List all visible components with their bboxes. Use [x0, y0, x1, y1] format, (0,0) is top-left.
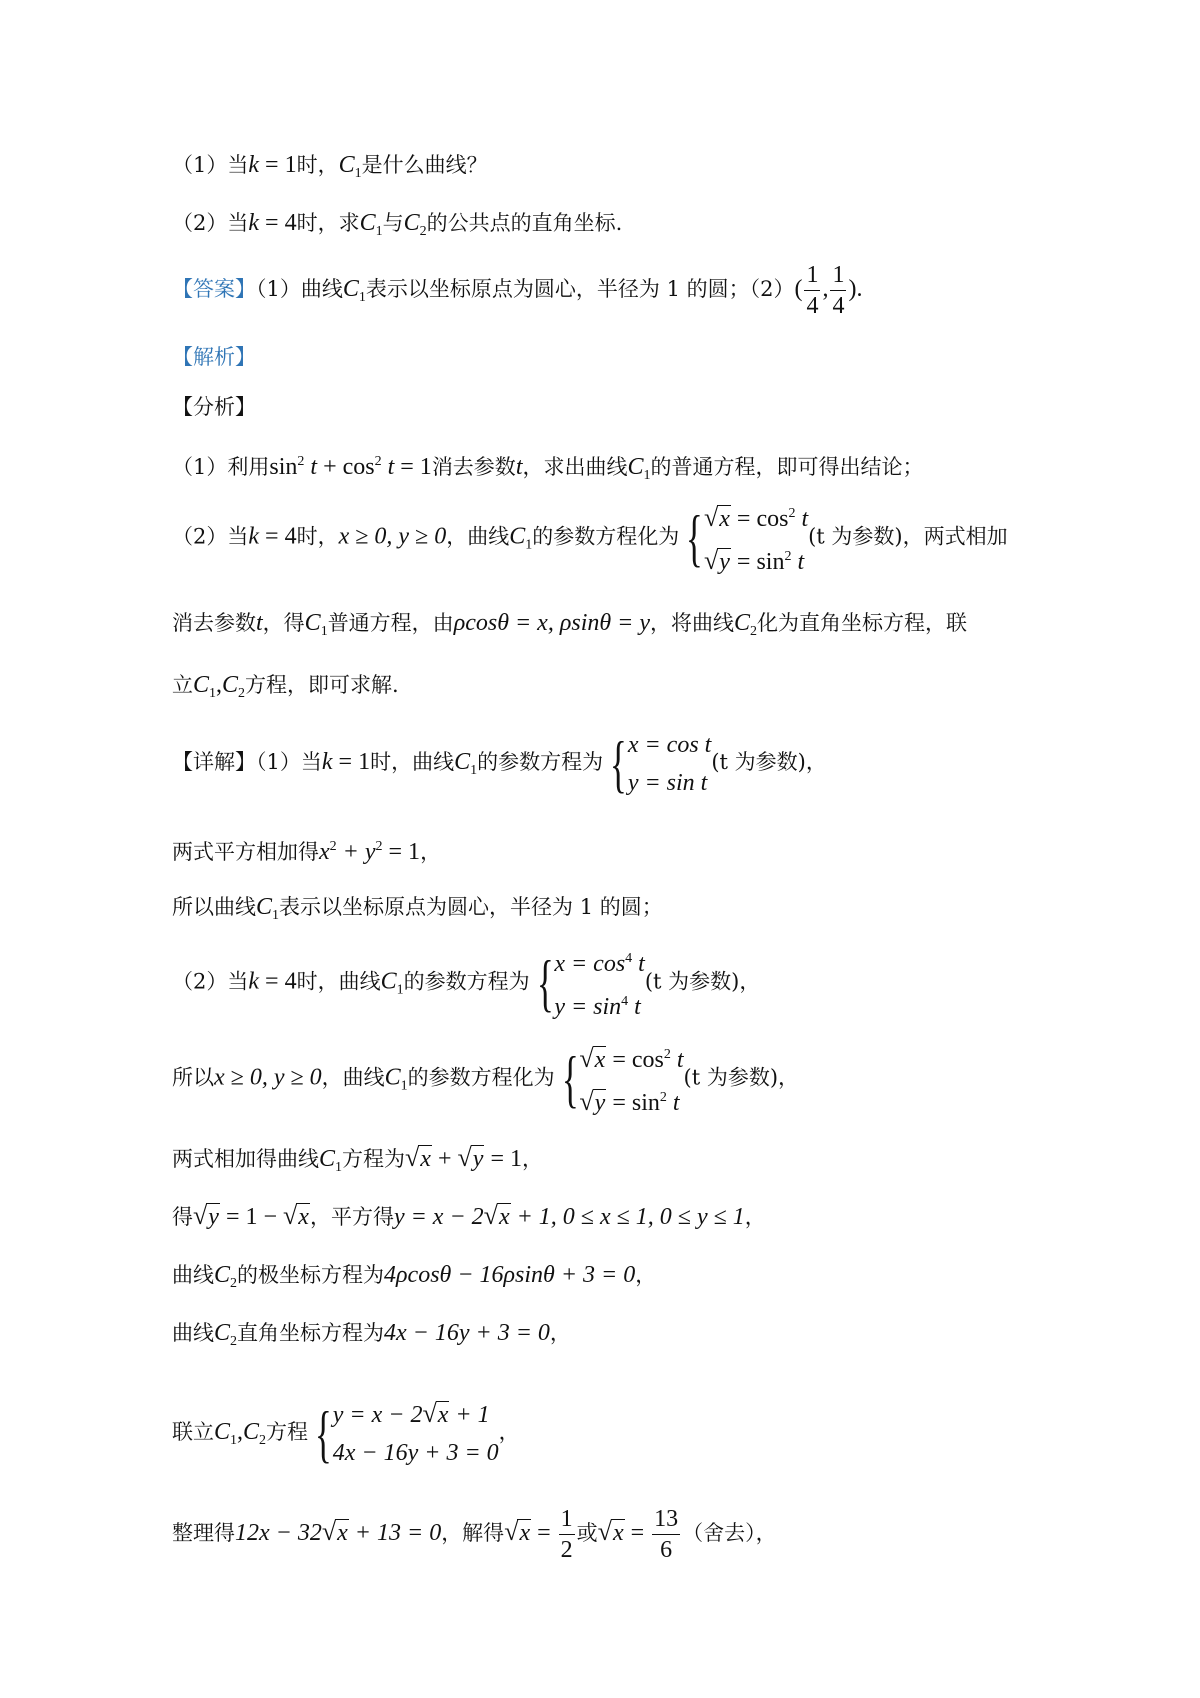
sqrt: x	[594, 1047, 606, 1073]
math: t	[791, 549, 805, 575]
math: = 1	[259, 152, 297, 178]
text: 时，求	[296, 211, 360, 235]
text: ，	[549, 1321, 571, 1345]
paren: (	[794, 276, 803, 302]
text: 两式平方相加得	[172, 840, 319, 864]
math: 12x − 32	[235, 1520, 322, 1546]
math: = 1	[394, 454, 432, 480]
text: 立	[172, 673, 193, 697]
math: ρcosθ = x, ρsinθ = y	[453, 610, 650, 636]
text: 与	[382, 211, 404, 235]
fraction	[652, 1507, 680, 1562]
equation-system: { $√x = \cos^2 t$ $√y = \sin^2 t$	[686, 502, 809, 575]
subscript: 2	[230, 1276, 238, 1291]
subscript: 2	[230, 1334, 238, 1349]
math: x ≥ 0, y ≥ 0	[338, 523, 447, 550]
text: 曲线	[172, 1321, 214, 1345]
var-c: C	[304, 610, 321, 636]
fraction	[804, 263, 820, 318]
equation-row: 4x − 16y + 3 = 0	[332, 1440, 499, 1466]
text: (t 为参数)，两式相加	[808, 524, 1008, 549]
math: = 4	[259, 210, 297, 236]
paren: ).	[848, 276, 863, 302]
equation-system	[603, 726, 711, 802]
brace-icon: {	[561, 1043, 579, 1114]
comma: ,	[822, 276, 829, 302]
denominator: 4	[806, 293, 819, 319]
numerator: 1	[559, 1507, 575, 1535]
subscript: 2	[238, 686, 246, 701]
math: + 13 = 0	[348, 1520, 442, 1546]
sqrt: y	[719, 549, 730, 575]
math: = 4	[259, 523, 297, 550]
text: 时，曲线	[370, 750, 455, 774]
text: （1）当	[172, 153, 249, 177]
math: + cos	[317, 454, 375, 480]
text: ，	[498, 1420, 520, 1444]
math: 4x − 16y + 3 = 0	[384, 1320, 550, 1346]
text: （1）利用	[172, 455, 270, 479]
text: ，得	[262, 611, 305, 635]
superscript: 2	[784, 549, 792, 564]
answer-tag: 【答案】	[172, 277, 256, 301]
text: 时，	[296, 153, 339, 177]
sqrt: x	[298, 1204, 309, 1230]
math: = cos	[730, 506, 789, 532]
text: ，求出曲线	[522, 455, 628, 479]
text: 的参数方程为	[477, 750, 604, 774]
math: = sin	[730, 549, 785, 575]
text: （舍去），	[682, 1521, 777, 1545]
sqrt: y	[472, 1146, 484, 1172]
math: = 4	[259, 968, 297, 995]
superscript: 2	[659, 1090, 667, 1105]
subscript: 1	[335, 1160, 343, 1175]
text: 时，曲线	[296, 969, 381, 994]
superscript: 2	[297, 454, 305, 469]
text: 两式相加得曲线	[172, 1147, 319, 1171]
superscript: 4	[621, 994, 629, 1009]
brace-icon: {	[610, 727, 627, 799]
subscript: 1	[354, 166, 362, 181]
var-c: C	[243, 1419, 260, 1445]
text: 方程，即可求解.	[245, 673, 399, 697]
answer-line	[172, 260, 862, 327]
math: sin	[269, 454, 298, 480]
fraction	[559, 1507, 575, 1562]
var-c: C	[509, 523, 526, 550]
text: 或	[576, 1521, 598, 1545]
fenxi-tag: 【分析】	[172, 395, 256, 419]
text: 直角坐标方程为	[237, 1321, 385, 1345]
numerator: 1	[830, 263, 846, 291]
var-c: C	[319, 1146, 336, 1172]
brace-icon: {	[314, 1397, 332, 1469]
detail-line-1	[172, 722, 827, 811]
text: (t 为参数)，	[711, 750, 827, 774]
text: 的参数方程为	[403, 969, 530, 994]
subscript: 1	[358, 290, 366, 305]
subscript: 2	[750, 624, 758, 639]
math: + 1, 0 ≤ x ≤ 1, 0 ≤ y ≤ 1	[510, 1204, 745, 1230]
brace-icon: {	[536, 947, 554, 1018]
equation-system: { y = x − 2√x + 1 4x − 16y + 3 = 0	[308, 1395, 499, 1472]
var-k: k	[248, 152, 260, 178]
math: x	[319, 839, 330, 865]
text: （2）当	[172, 524, 249, 549]
text: (t 为参数)，	[683, 1065, 800, 1090]
math: t	[795, 506, 809, 532]
text: ，平方得	[309, 1205, 394, 1229]
var-c: C	[342, 276, 359, 302]
text: 的极坐标方程为	[237, 1263, 385, 1287]
question-1	[172, 150, 488, 189]
text: ，解得	[441, 1521, 505, 1545]
equation-row: x = cos t	[627, 731, 712, 758]
sqrt: x	[420, 1146, 431, 1172]
text: 消去参数	[431, 455, 516, 479]
detail-line-7: 得√y = 1 − √x，平方得y = x − 2√x + 1, 0 ≤ x ≤ 1, 0 ≤ y ≤ 1，	[172, 1201, 766, 1230]
subscript: 1	[320, 624, 328, 639]
subscript: 2	[419, 224, 427, 239]
detail-line-11: 整理得12x − 32√x + 13 = 0，解得√x = $\frac{1}{2}$ 或√x = $\frac{13}{6}$ （舍去），	[172, 1505, 777, 1563]
text: 方程为	[342, 1147, 406, 1171]
equation-row: y = sin t	[627, 769, 708, 796]
numerator: 13	[652, 1507, 680, 1535]
detail-line-8	[172, 1260, 656, 1299]
sqrt: x	[337, 1520, 348, 1546]
text: 普通方程，由	[327, 611, 454, 635]
detail-line-4	[172, 940, 760, 1031]
subscript: 1	[230, 1433, 238, 1448]
var-c: C	[222, 672, 239, 698]
text: 的参数方程化为	[532, 524, 680, 549]
sqrt: x	[498, 1204, 510, 1230]
superscript: 2	[374, 454, 382, 469]
var-c: C	[214, 1262, 231, 1288]
math: + 1	[449, 1402, 490, 1428]
var-c: C	[256, 894, 273, 920]
math: t	[632, 951, 645, 977]
subscript: 1	[643, 468, 651, 483]
math: +	[431, 1146, 458, 1172]
detail-line-2	[172, 832, 441, 867]
text: 所以	[172, 1065, 214, 1090]
text: 时，	[296, 524, 339, 549]
var-k: k	[321, 749, 333, 775]
var-c: C	[214, 1320, 231, 1346]
var-c: C	[359, 210, 376, 236]
math: t	[381, 454, 395, 480]
fraction	[830, 263, 846, 318]
var-c: C	[338, 152, 355, 178]
text: 化为直角坐标方程，联	[757, 611, 968, 635]
superscript: 2	[375, 839, 383, 854]
text: 是什么曲线？	[361, 153, 488, 177]
subscript: 1	[525, 537, 533, 553]
equation-system: { $√x = \cos^2 t$ $√y = \sin^2 t$	[561, 1043, 684, 1116]
superscript: 2	[663, 1047, 671, 1062]
math: x ≥ 0, y ≥ 0	[214, 1064, 322, 1091]
denominator: 4	[832, 293, 845, 319]
text: （2）当	[172, 211, 249, 235]
math: = cos	[606, 1047, 664, 1073]
text: 方程	[266, 1420, 309, 1444]
sqrt: y	[594, 1090, 606, 1116]
math: y = x − 2	[393, 1204, 484, 1230]
text: ，曲线	[321, 1065, 385, 1090]
var-k: k	[248, 968, 260, 995]
text: 消去参数	[172, 611, 256, 635]
math: t	[256, 610, 263, 636]
subscript: 1	[209, 686, 217, 701]
text: ，	[744, 1205, 766, 1229]
math: = 1	[382, 839, 421, 865]
var-c: C	[193, 672, 210, 698]
detail-tag: 【详解】	[172, 750, 256, 774]
text: 曲线	[172, 1263, 214, 1287]
var-c: C	[214, 1419, 231, 1445]
subscript: 1	[375, 224, 383, 239]
sqrt: y	[208, 1204, 219, 1230]
sqrt: x	[437, 1402, 449, 1428]
brace-icon: {	[686, 502, 704, 573]
analysis-tag: 【解析】	[172, 345, 256, 369]
sqrt: x	[719, 506, 730, 532]
text: (t 为参数)，	[644, 969, 761, 994]
detail-line-5	[172, 1036, 799, 1127]
math: t	[304, 454, 318, 480]
fenxi-line-2	[172, 495, 1008, 586]
var-c: C	[454, 749, 471, 775]
text: 的参数方程化为	[407, 1065, 555, 1090]
equation-system	[530, 940, 645, 1026]
math: y = x − 2	[332, 1402, 423, 1428]
text: （2）当	[172, 969, 249, 994]
sqrt: x	[519, 1520, 531, 1546]
var-c: C	[734, 610, 751, 636]
detail-line-3	[172, 892, 663, 931]
math: = 1 −	[219, 1204, 284, 1230]
denominator: 6	[660, 1536, 673, 1563]
superscript: 2	[788, 506, 796, 521]
math: t	[666, 1090, 680, 1116]
math: y = sin	[554, 994, 622, 1020]
text: 得	[172, 1205, 193, 1229]
detail-line-6: 两式相加得曲线$C_1$方程为√x + √y = 1，	[172, 1143, 543, 1175]
text: 的普通方程，即可得出结论；	[650, 455, 924, 479]
text: ，	[420, 840, 442, 864]
text: 表示以坐标原点为圆心，半径为 1 的圆；（2）	[365, 277, 795, 301]
subscript: 1	[470, 763, 478, 778]
var-c: C	[384, 1064, 401, 1091]
superscript: 2	[329, 839, 337, 854]
text: ，	[521, 1147, 543, 1171]
superscript: 4	[625, 951, 633, 966]
math: + y	[336, 839, 376, 865]
var-k: k	[248, 210, 260, 236]
text: ，	[635, 1263, 657, 1287]
text: （1）当	[256, 750, 322, 774]
math: = sin	[606, 1090, 660, 1116]
text: 所以曲线	[172, 895, 256, 919]
math: = 1	[332, 749, 371, 775]
math: =	[624, 1520, 651, 1546]
text: ，将曲线	[650, 611, 734, 635]
math: 4ρcosθ − 16ρsinθ + 3 = 0	[384, 1262, 636, 1288]
math: t	[628, 994, 641, 1020]
math: t	[670, 1047, 684, 1073]
var-k: k	[248, 523, 260, 550]
math: = 1	[484, 1146, 522, 1172]
denominator: 2	[560, 1536, 573, 1563]
comma: ,	[216, 672, 223, 698]
fenxi-line-1	[172, 447, 924, 491]
math: x = cos	[554, 951, 626, 977]
subscript: 1	[400, 1078, 408, 1094]
fenxi-line-3	[172, 608, 967, 647]
fenxi-line-4	[172, 670, 399, 709]
text: 的公共点的直角坐标.	[426, 211, 623, 235]
text: 整理得	[172, 1521, 235, 1545]
subscript: 1	[396, 982, 404, 998]
question-2	[172, 208, 622, 247]
math: t	[515, 454, 523, 480]
var-c: C	[380, 968, 397, 995]
text: 联立	[172, 1420, 214, 1444]
math: =	[531, 1520, 557, 1546]
var-c: C	[627, 454, 644, 480]
var-c: C	[403, 210, 420, 236]
text: （1）曲线	[256, 277, 343, 301]
detail-line-9	[172, 1318, 571, 1357]
text: 表示以坐标原点为圆心，半径为 1 的圆；	[279, 895, 663, 919]
subscript: 1	[272, 908, 280, 923]
detail-line-10	[172, 1392, 520, 1481]
text: ，曲线	[446, 524, 510, 549]
sqrt: x	[612, 1520, 624, 1546]
subscript: 2	[259, 1433, 267, 1448]
comma: ,	[237, 1419, 244, 1445]
numerator: 1	[804, 263, 820, 291]
